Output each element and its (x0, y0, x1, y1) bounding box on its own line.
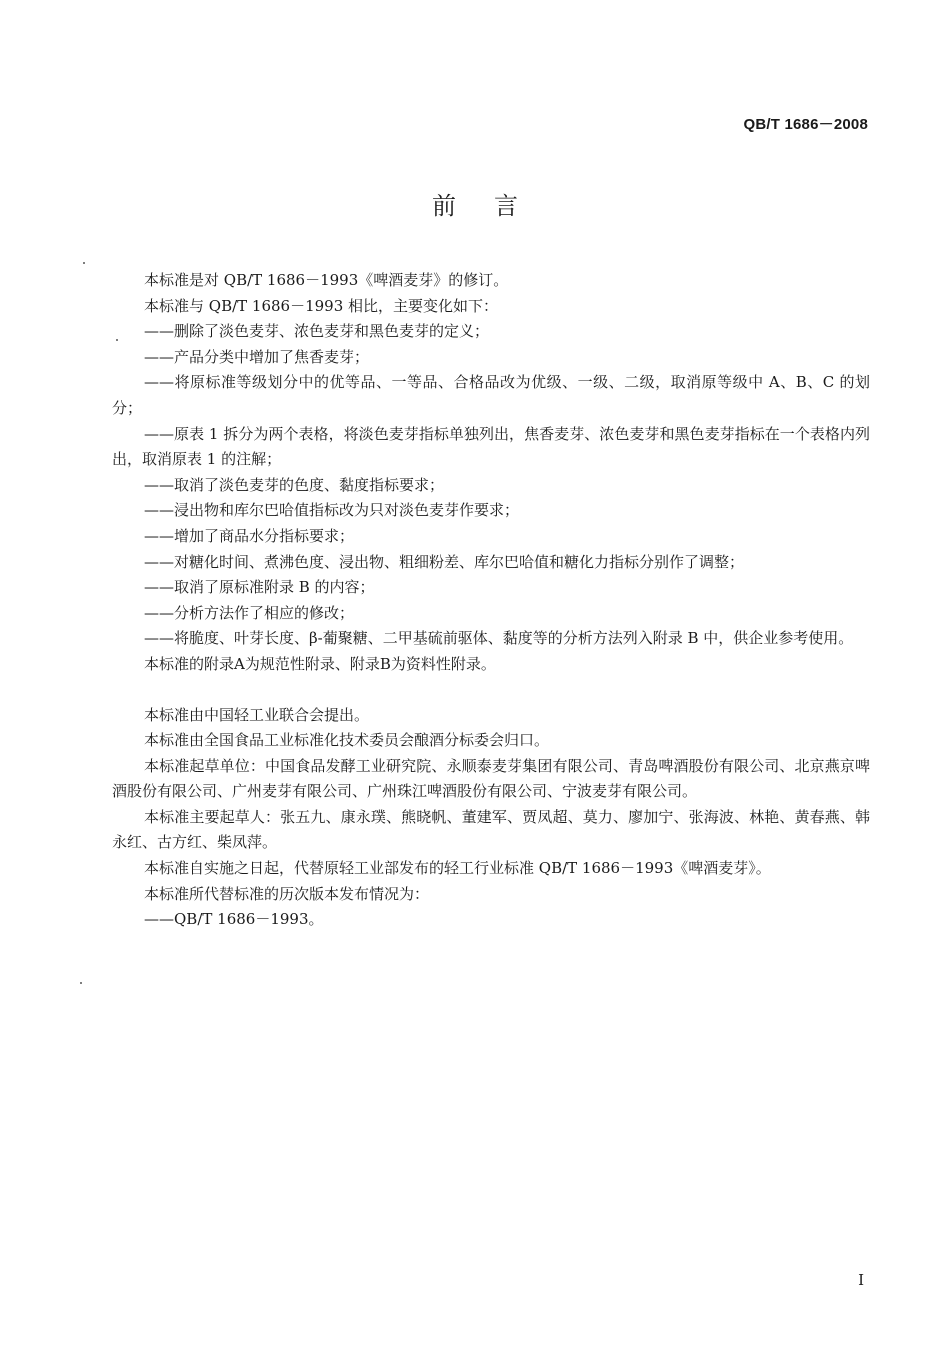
doc-code: QB/T 1686－2008 (743, 116, 868, 133)
change-item: ——取消了淡色麦芽的色度、黏度指标要求； (144, 475, 445, 494)
page-title: 前言 (432, 192, 556, 220)
paragraph: ——QB/T 1686－1993。 (144, 910, 324, 929)
change-item: ——对糖化时间、煮沸色度、浸出物、粗细粉差、库尔巴哈值和糖化力指标分别作了调整； (144, 552, 745, 571)
change-item: ——产品分类中增加了焦香麦芽； (144, 347, 370, 366)
change-item: ——原表 1 拆分为两个表格，将淡色麦芽指标单独列出，焦香麦芽、浓色麦芽和黑色麦芽指标在一个表格内列出，取消原表 1 的注解； (112, 424, 870, 469)
paragraph: 本标准起草单位：中国食品发酵工业研究院、永顺泰麦芽集团有限公司、青岛啤酒股份有限公司、北京燕京啤酒股份有限公司、广州麦芽有限公司、广州珠江啤酒股份有限公司、宁波麦芽有限公司。 (112, 756, 870, 801)
change-item: ——增加了商品水分指标要求； (144, 526, 355, 545)
change-item: ——将脆度、叶芽长度、β-葡聚糖、二甲基硫前驱体、黏度等的分析方法列入附录 B 中，供企业参考使用。 (144, 629, 854, 648)
paragraph: 本标准自实施之日起，代替原轻工业部发布的轻工行业标准 QB/T 1686－1993《啤酒麦芽》。 (144, 859, 771, 878)
paragraph: 本标准由全国食品工业标准化技术委员会酿酒分标委会归口。 (144, 731, 550, 750)
scan-speck (80, 982, 82, 984)
paragraph: 本标准由中国轻工业联合会提出。 (144, 705, 370, 724)
page-number: I (858, 1271, 864, 1289)
change-item: ——将原标准等级划分中的优等品、一等品、合格品改为优级、一级、二级，取消原等级中 A、B、C 的划分； (112, 373, 870, 417)
change-item: ——删除了淡色麦芽、浓色麦芽和黑色麦芽的定义； (144, 322, 490, 341)
paragraph: 本标准所代替标准的历次版本发布情况为： (144, 884, 430, 903)
paragraph: 本标准与 QB/T 1686－1993 相比，主要变化如下： (144, 296, 499, 315)
paragraph: 本标准主要起草人：张五九、康永璞、熊晓帆、董建军、贾凤超、莫力、廖加宁、张海波、林艳、黄春燕、韩永红、古方红、柴凤萍。 (112, 807, 870, 852)
paragraph: 本标准的附录A为规范性附录、附录B为资料性附录。 (144, 654, 496, 673)
scan-speck (116, 339, 118, 341)
change-item: ——取消了原标准附录 B 的内容； (144, 578, 375, 597)
change-item: ——浸出物和库尔巴哈值指标改为只对淡色麦芽作要求； (144, 501, 520, 520)
change-item: ——分析方法作了相应的修改； (144, 603, 355, 622)
document-body (112, 268, 870, 933)
paragraph: 本标准是对 QB/T 1686－1993《啤酒麦芽》的修订。 (144, 271, 509, 289)
scan-speck (83, 262, 85, 264)
